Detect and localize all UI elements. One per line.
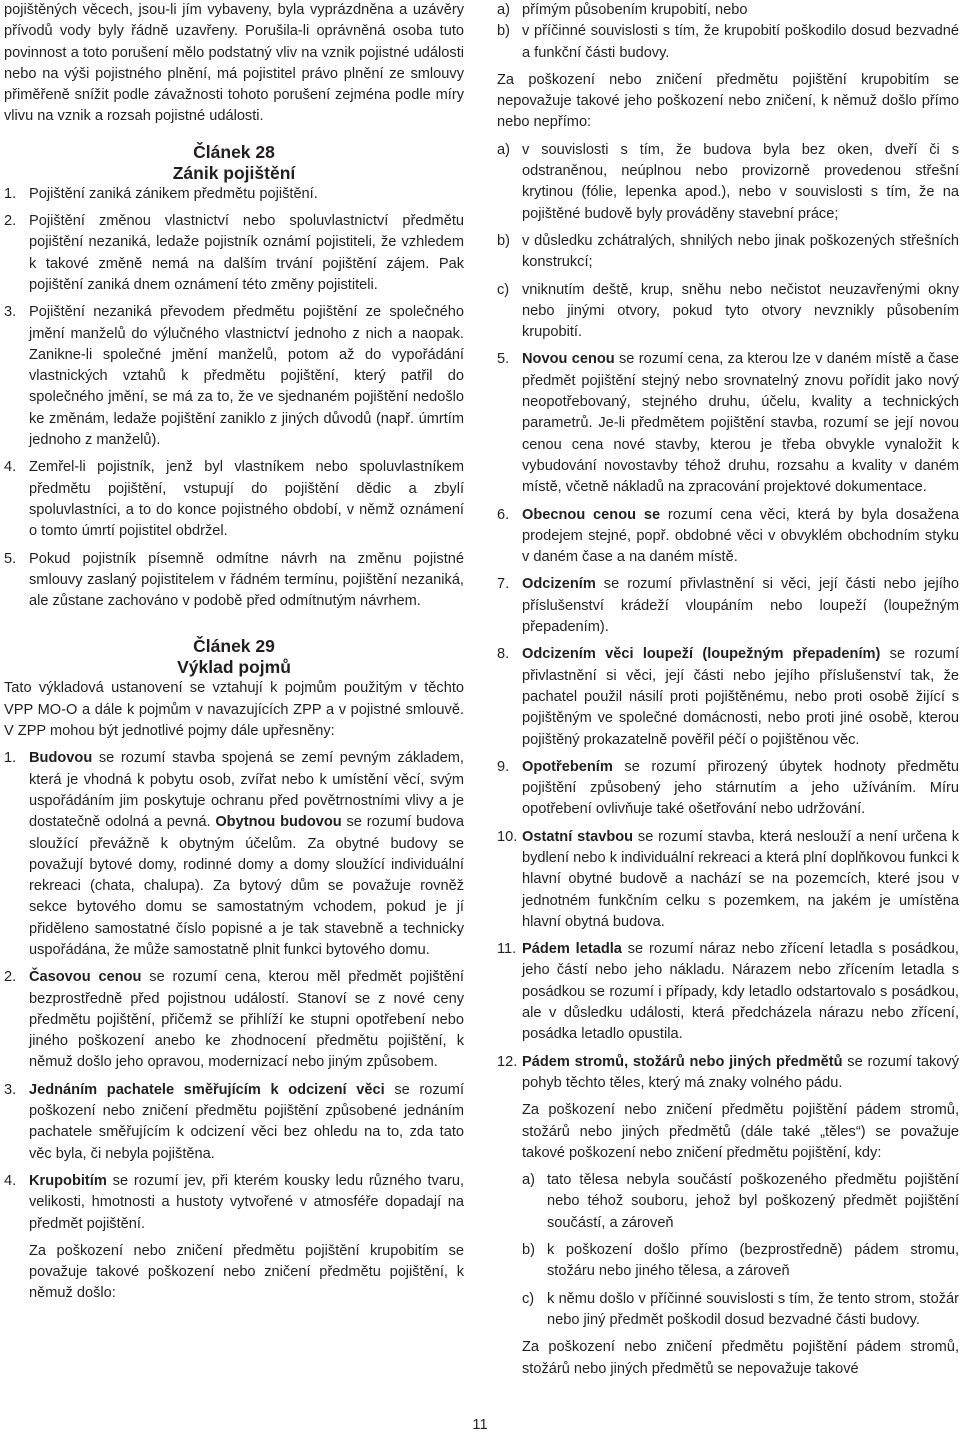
list-item: 3. Pojištění nezaniká převodem předmětu pojištění ze společného jmění manželů do výlučného vlastnictví jednoho z nich a naopak. Zanikne-li společné jmění manželů, potom až do vypořádání vlastnických vztahů k předmětu pojištění, který patřil do společného jmění, se má za to, že ve sjednaném pojištění nedošlo ke změnám, ledaže pojištění zaniklo z jiných důvodů (např. úmrtím jednoho z manželů). — [4, 304, 464, 449]
sub-list-item: a) v souvislosti s tím, že budova byla bez oken, dveří či s odstraněnou, neúplnou nebo provizorně provedenou střešní krytinou (fólie, lepenka apod.), nebo v souvislosti s tím, že na pojištěné budově byly prováděny stavební práce; — [497, 141, 959, 222]
definition-item: 8. Odcizením věci loupeží (loupežným přepadením) se rozumí přivlastnění si věci, její části nebo jejího příslušenství tak, že pachatel použil násilí proti pojištěnému, nebo proti osobě žijící s pojištěným ve společné domácnosti, nebo proti jiné osobě, kterou pojištěný prokazatelně pověřil péčí o pojištěnou věc. — [497, 646, 959, 748]
definition-item: 7. Odcizením se rozumí přivlastnění si věci, její části nebo jejího příslušenství krádeží vloupáním nebo loupeží (loupežným přepadením). — [497, 576, 959, 636]
definition-item: 1. Budovou se rozumí stavba spojená se zemí pevným základem, která je vhodná k pobytu osob, zvířat nebo k umístění věcí, svým uspořádáním jim poskytuje ochranu před povětrnostními vlivy a je dostatečně odolná a pevná. Obytnou budovou se rozumí budova sloužící převážně k obytným účelům. Za obytné budovy se považují bytové domy, rodinné domy a domy sloužící individuální rekreaci (chata, chalupa). Za bytový dům se považuje rovněž sekce bytového domu se samostatným vchodem, pokud je jí přiděleno samostatné číslo popisné a je tak stavebně a technicky uspořádána, že může samostatně plnit funkci bytového domu. — [4, 750, 464, 958]
sub-list-item: b) k poškození došlo přímo (bezprostředně) pádem stromu, stožáru nebo jiného tělesa, a zároveň — [522, 1242, 959, 1280]
article-29-subtitle: Výklad pojmů — [177, 657, 291, 678]
page-number: 11 — [472, 1417, 488, 1433]
sub-list-item: b) v důsledku zchátralých, shnilých nebo jinak poškozených střešních konstrukcí; — [497, 232, 959, 271]
sub-list-item: a) přímým působením krupobití, nebo — [497, 2, 748, 18]
sub-list-item: a) tato tělesa nebyla součástí poškozeného předmětu pojištění nebo téhož souboru, jehož byl poškozený předmět pojištění součástí, a zároveň — [522, 1172, 959, 1231]
definition-item: 10. Ostatní stavbou se rozumí stavba, která neslouží a není určena k bydlení nebo k individuální rekreaci a která plní doplňkovou funkci k hlavní obytné budově a nachází se na pozemcích, které jsou v jednotném funkčním celku s pozemkem, na jakém je umístěna hlavní obytná budova. — [497, 828, 960, 930]
right-column — [497, 0, 959, 1380]
sub-list-item: c) vniknutím deště, krup, sněhu nebo nečistot neuzavřenými okny nebo jinými otvory, pokud tyto otvory nevznikly působením krupobití. — [497, 281, 959, 341]
definition-item: 2. Časovou cenou se rozumí cena, kterou měl předmět pojištění bezprostředně před pojistnou událostí. Stanoví se z nové ceny předmětu pojištění, přičemž se přihlíží ke stupni opotřebení nebo jiného poškození anebo ke zhodnocení předmětu pojištění, k němuž došlo jeho opravou, modernizací nebo jiným způsobem. — [4, 969, 464, 1071]
definition-item: 5. Novou cenou se rozumí cena, za kterou lze v daném místě a čase předmět pojištění stejný nebo srovnatelný znovu pořídit jako nový neopotřebovaný, stejného druhu, účelu, kvality a technických parametrů. Je-li předmětem pojištění stavba, rozumí se její novou cenou cena nové stavby, kterou je třeba obvykle vynaložit k vybudování novostavby téhož druhu, rozsahu a kvality v daném místě, včetně nákladů na zpracování projektové dokumentace. — [497, 351, 959, 496]
definition-item: 12. Pádem stromů, stožárů nebo jiných předmětů se rozumí takový pohyb těchto těles, který má znaky volného pádu. — [497, 1053, 959, 1091]
list-item: 2. Pojištění změnou vlastnictví nebo spoluvlastnictví předmětu pojištění nezaniká, ledaže pojistník oznámí pojistiteli, že vzhledem k takové změně nemá na dalším trvání pojištění zájem. Pak pojištění zaniká dnem oznámení této změny pojistiteli. — [4, 213, 464, 293]
intro-paragraph: pojištěných věcech, jsou-li jím vybaveny, byla vyprázdněna a uzávěry přívodů vody byly řádně uzavřeny. Porušila-li oprávněná osoba tuto povinnost a toto porušení mělo podstatný vliv na vznik pojistné události nebo na výši pojistného plnění, má pojistitel právo plnění ze smlouvy přiměřeně snížit podle závažnosti tohoto porušení zejména podle míry vlivu na vznik a rozsah pojistné události. — [4, 2, 464, 125]
definition-item: 9. Opotřebením se rozumí přirozený úbytek hodnoty předmětu pojištění způsobený jeho stárnutím a jeho užíváním. Míru opotřebení ovlivňuje také ošetřování nebo udržování. — [497, 758, 959, 818]
definition-paragraph: Za poškození nebo zničení předmětu pojištění pádem stromů, stožárů nebo jiných předmětů (dále také „těles“) se považuje takové poškození nebo zničení předmětu pojištění, kdy: — [522, 1102, 959, 1161]
left-column — [4, 0, 464, 1305]
definition-paragraph: Za poškození nebo zničení předmětu pojištění krupobitím se nepovažuje takové jeho poškození nebo zničení, k němuž došlo přímo nebo nepřímo: — [497, 71, 959, 131]
sub-list-item: c) k němu došlo v příčinné souvislosti s tím, že tento strom, stožár nebo jiný předmět poškodil dosud bezvadné části budovy. — [522, 1290, 959, 1328]
article-29-intro: Tato výkladová ustanovení se vztahují k pojmům použitým v těchto VPP MO-O a dále k pojmům v navazujících ZPP a v pojistné smlouvě. V ZPP mohou být jednotlivé pojmy dále upřesněny: — [4, 680, 464, 740]
article-29-title: Článek 29 — [193, 636, 275, 657]
list-item: 4. Zemřel-li pojistník, jenž byl vlastníkem nebo spoluvlastníkem předmětu pojištění, vstupují do pojištění dědic a zbylí spoluvlastníci, a to do konce pojistného období, v němž oznámení o tomto úmrtí pojistitel obdržel. — [4, 459, 464, 540]
definition-item: 6. Obecnou cenou se rozumí cena věci, která by byla dosažena prodejem stejné, popř. obdobné věci v obvyklém obchodním styku v daném čase a na daném místě. — [497, 506, 959, 566]
sub-list-item: b) v příčinné souvislosti s tím, že krupobití poškodilo dosud bezvadné a funkční části budovy. — [497, 23, 959, 61]
definition-paragraph: Za poškození nebo zničení předmětu pojištění krupobitím se považuje takové poškození nebo zničení předmětu pojištění, k němuž došlo: — [29, 1242, 464, 1302]
definition-paragraph: Za poškození nebo zničení předmětu pojištění pádem stromů, stožárů nebo jiných předmětů se nepovažuje takové — [522, 1339, 959, 1377]
list-item: 5. Pokud pojistník písemně odmítne návrh na změnu pojistné smlouvy zaslaný pojistitelem v řádném termínu, pojištění nezaniká, ale zůstane zachováno v podobě před odmítnutým návrhem. — [4, 550, 464, 610]
article-28-title: Článek 28 — [193, 141, 275, 162]
definition-item: 11. Pádem letadla se rozumí náraz nebo zřícení letadla s posádkou, jeho částí nebo jeho nákladu. Nárazem nebo zřícením letadla s posádkou se rozumí i případy, kdy letadlo odstartovalo s posádkou, ale v důsledku události, která předcházela nárazu nebo zřícení, posádka letadlo opustila. — [497, 941, 959, 1043]
definition-item: 4. Krupobitím se rozumí jev, při kterém kousky ledu různého tvaru, velikosti, hmotnosti a hustoty vytvořené v atmosféře dopadají na předmět pojištění. — [4, 1172, 464, 1232]
definition-item: 3. Jednáním pachatele směřujícím k odcizení věci se rozumí poškození nebo zničení předmětu pojištění způsobené jednáním pachatele směřujícím k odcizení věci bez ohledu na to, zda tato věc byla, či nebyla pojištěna. — [4, 1081, 465, 1162]
article-28-subtitle: Zánik pojištění — [172, 162, 296, 183]
list-item: 1. Pojištění zaniká zánikem předmětu pojištění. — [4, 185, 318, 202]
